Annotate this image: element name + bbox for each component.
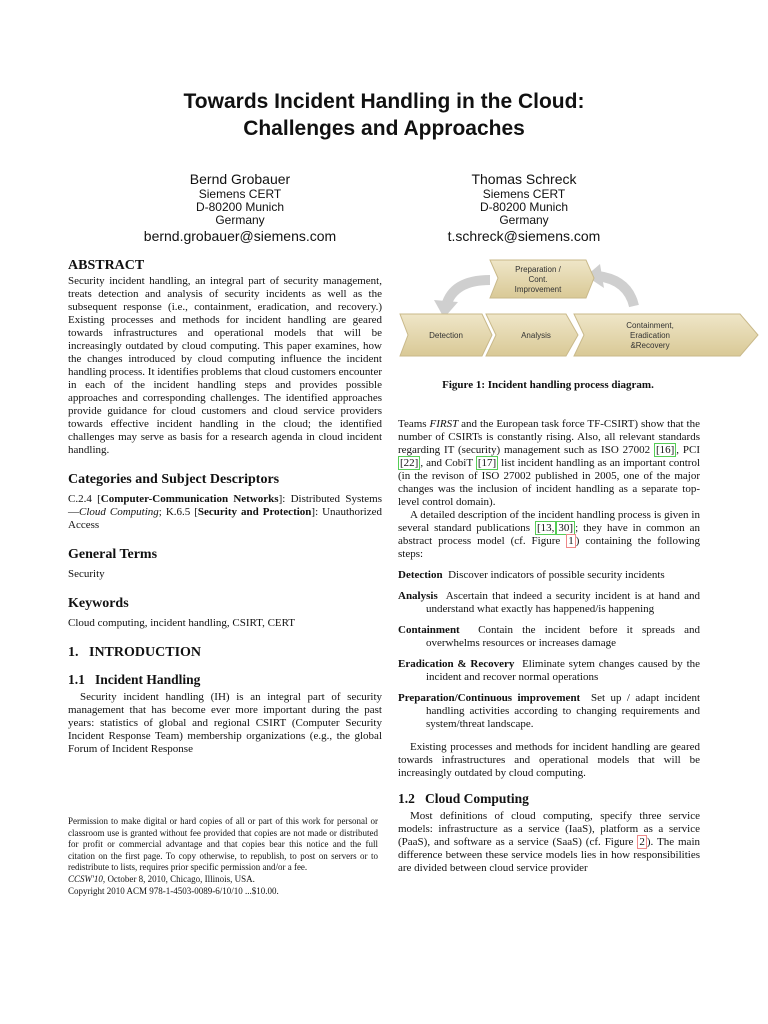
author-org: Siemens CERT — [482, 187, 566, 201]
containment-label: Eradication — [629, 331, 671, 340]
figure-link[interactable]: 2 — [639, 836, 645, 848]
preparation-label: Improvement — [514, 285, 562, 294]
paper-title — [0, 88, 768, 142]
permission-notice — [68, 816, 378, 897]
author-1 — [110, 170, 370, 245]
citation-link[interactable]: 30] — [558, 522, 574, 534]
figure-link[interactable]: 1 — [568, 535, 574, 547]
general-terms-text: Security — [68, 568, 105, 580]
right-paragraph-3: Existing processes and methods for incident handling are geared towards infrastructures and operational models that will be increasingly outdated by cloud computing. — [398, 741, 700, 779]
author-name: Thomas Schreck — [471, 171, 577, 187]
right-paragraph-4: Most definitions of cloud computing, specify three service models: infrastructure as a service (IaaS), platform as a service (PaaS), and software as a service (SaaS) (cf. Figure 2 ). The main difference between these service models lies in how responsibilities are divided between cloud service provider — [398, 810, 701, 874]
categories-text: C.2.4 [Computer-Communication Networks]: Distributed Systems—Cloud Computing; K.6.5 [Security and Protection]: Unauthorized Access — [68, 493, 383, 531]
permission-text: Permission to make digital or hard copies of all or part of this work for personal or classroom use is granted without fee provided that copies are not made or distributed for profit or commercial advantage and that copies bear this notice and the full citation on the first page. To copy otherwise, to republish, to post on servers or to redistribute to lists, requires prior specific permission and/or a fee. — [68, 816, 378, 873]
detection-label: Detection — [429, 331, 463, 340]
analysis-label: Analysis — [521, 331, 551, 340]
left-column — [68, 257, 382, 756]
figure-caption: Figure 1: Incident handling process diagram. — [442, 379, 654, 391]
title-line-1: Towards Incident Handling in the Cloud: — [183, 90, 585, 113]
right-paragraph-1: Teams FIRST and the European task force TF-CSIRT) show that the number of CSIRTs is constantly rising. Also, all relevant standards regarding IT (security) management such as ISO 27002 [16] , PCI [22] , and CobiT [17] list incident handling as an important control (in the revison of ISO 27002 published in 2005, one of the major changes was the inclusion of incident handling as a separate top-level control domain). — [398, 418, 700, 508]
abstract-heading: ABSTRACT — [68, 258, 145, 273]
author-email[interactable]: t.schreck@siemens.com — [447, 228, 601, 244]
containment-label: Containment, — [626, 321, 674, 330]
intro-heading: 1. INTRODUCTION — [68, 645, 202, 660]
citation-link[interactable]: [16] — [655, 444, 675, 456]
general-terms-heading: General Terms — [68, 547, 158, 562]
abstract-text: Security incident handling, an integral part of security management, treats detection and analysis of security incidents as well as the subsequent response (i.e., containment, eradication, and recovery.) Existing processes and methods for incident handling are geared towards infrastructures and operational models that will be increasingly outdated by cloud computing. This paper examines, how the changes introduced by cloud computing influence the incident handling process. It identifies problems that cloud customers encounter in each of the incident handling steps and provides possible approaches and corresponding challenges. The identified approaches provide guidance for cloud customers and cloud service providers towards effective incident handling in the cloud; the identified challenges may serve as basis for a research agenda in cloud incident handling. — [68, 275, 382, 456]
author-country: Germany — [499, 213, 549, 227]
right-cycle-arrow — [598, 276, 634, 306]
categories-heading: Categories and Subject Descriptors — [68, 472, 280, 487]
definition-item: Analysis Ascertain that indeed a security incident is at hand and understand what exactly has happened/is happening — [398, 590, 700, 615]
definition-item: Containment Contain the incident before it spreads and overwhelms resources or increases damage — [398, 624, 701, 649]
author-org: Siemens CERT — [198, 187, 282, 201]
process-diagram — [398, 258, 760, 360]
intro-text: Security incident handling (IH) is an integral part of security management that has become ever more important during the past years: statistics of global and regional CSIRT (Computer Security Incident Response Team) membership organizations (e.g., the global Forum of Incident Response — [68, 691, 382, 755]
definition-item: Eradication & Recovery Eliminate sytem changes caused by the incident and recover normal operations — [398, 658, 701, 683]
definition-item: Preparation/Continuous improvement Set up / adapt incident handling activities according to changing requirements and system/threat landscape. — [398, 692, 701, 730]
containment-label: &Recovery — [630, 341, 670, 350]
incident-handling-heading: 1.1 Incident Handling — [68, 672, 201, 687]
author-name: Bernd Grobauer — [189, 171, 291, 187]
cloud-computing-heading: 1.2 Cloud Computing — [398, 791, 529, 806]
author-2 — [394, 170, 654, 245]
keywords-heading: Keywords — [68, 596, 129, 611]
keywords-text: Cloud computing, incident handling, CSIRT, CERT — [68, 617, 296, 629]
definition-item: Detection Discover indicators of possible security incidents — [398, 569, 665, 581]
right-paragraph-2: A detailed description of the incident handling process is given in several standard publications [13, 30] ; they have in common an abstract process model (cf. Figure 1 ) containing the following steps: — [398, 509, 700, 560]
title-line-2: Challenges and Approaches — [243, 117, 525, 140]
copyright-line: Copyright 2010 ACM 978-1-4503-0089-6/10/10 ...$10.00. — [68, 885, 279, 896]
author-email[interactable]: bernd.grobauer@siemens.com — [143, 228, 337, 244]
preparation-label: Cont. — [528, 275, 548, 284]
author-city: D-80200 Munich — [479, 200, 569, 214]
author-country: Germany — [215, 213, 265, 227]
author-city: D-80200 Munich — [195, 200, 285, 214]
citation-link[interactable]: [22] — [400, 457, 419, 469]
citation-link[interactable]: [17] — [477, 457, 497, 469]
venue-line: CCSW'10, October 8, 2010, Chicago, Illinois, USA. — [68, 873, 255, 884]
right-column — [398, 418, 700, 875]
citation-link[interactable]: [13, — [537, 522, 555, 534]
preparation-label: Preparation / — [515, 265, 561, 274]
